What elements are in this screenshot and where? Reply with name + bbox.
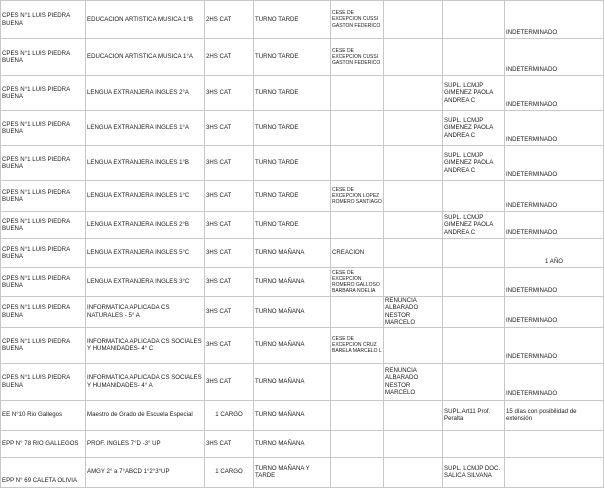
subject-cell: LENGUA EXTRANJERA INGLES 1°B xyxy=(86,146,205,181)
hours-cell: 3HS CAT xyxy=(205,181,254,212)
term-cell: INDETERMINADO xyxy=(505,268,604,297)
subject-cell: INFORMATICA APLICADA CS SOCIALES Y HUMANIDADES- 4° A xyxy=(86,363,205,400)
shift-cell: TURNO MAÑANA Y TARDE xyxy=(254,457,331,487)
hours-cell: 3HS CAT xyxy=(205,76,254,111)
hours-cell: 3HS CAT xyxy=(205,212,254,239)
reason-cell: CESE DE EXCEPCION LOPEZ ROMERO SANTIAGO xyxy=(331,181,384,212)
term-cell: INDETERMINADO xyxy=(505,76,604,111)
subject-cell: LENGUA EXTRANJERA INGLES 2°A xyxy=(86,76,205,111)
school-cell: CPES N°1 LUIS PIEDRA BUENA xyxy=(1,181,86,212)
hours-cell: 3HS CAT xyxy=(205,239,254,268)
table-row xyxy=(1,400,604,430)
subject-cell: INFORMATICA APLICADA CS NATURALES - 5° A xyxy=(86,297,205,328)
shift-cell: TURNO MAÑANA xyxy=(254,268,331,297)
shift-cell: TURNO TARDE xyxy=(254,212,331,239)
hours-cell: 3HS CAT xyxy=(205,111,254,146)
hours-cell: 3HS CAT xyxy=(205,363,254,400)
school-cell: EPP N° 78 RIO GALLEGOS xyxy=(1,430,86,457)
table-row xyxy=(1,297,604,328)
subject-cell: LENGUA EXTRANJERA INGLES 1°A xyxy=(86,111,205,146)
table-row xyxy=(1,39,604,76)
shift-cell: TURNO TARDE xyxy=(254,181,331,212)
term-cell: INDETERMINADO xyxy=(505,327,604,363)
replacement-cell: SUPL. LCMJP GIMENEZ PAOLA ANDREA C xyxy=(443,111,505,146)
term-cell xyxy=(505,430,604,457)
extra-cell xyxy=(384,430,443,457)
shift-cell: TURNO MAÑANA xyxy=(254,239,331,268)
shift-cell: TURNO TARDE xyxy=(254,146,331,181)
table-row xyxy=(1,268,604,297)
hours-cell: 3HS CAT xyxy=(205,430,254,457)
extra-cell xyxy=(384,212,443,239)
school-cell: CPES N°1 LUIS PIEDRA BUENA xyxy=(1,1,86,39)
school-cell: CPES N°1 LUIS PIEDRA BUENA xyxy=(1,111,86,146)
reason-cell: CESE DE EXCEPCION CRUZ BARELA MARCELO L xyxy=(331,327,384,363)
term-cell: INDETERMINADO xyxy=(505,181,604,212)
school-cell: CPES N°1 LUIS PIEDRA BUENA xyxy=(1,327,86,363)
subject-cell: PROF. INGLES 7°D -3° UP xyxy=(86,430,205,457)
replacement-cell xyxy=(443,327,505,363)
replacement-cell xyxy=(443,1,505,39)
replacement-cell xyxy=(443,39,505,76)
replacement-cell: SUPL. LCMJP GIMENEZ PAOLA ANDREA C xyxy=(443,212,505,239)
replacement-cell xyxy=(443,181,505,212)
term-cell: INDETERMINADO xyxy=(505,212,604,239)
subject-cell: LENGUA EXTRANJERA INGLES 5°C xyxy=(86,239,205,268)
reason-cell: CESE DE EXCEPCION CUSSI GASTON FEDERICO xyxy=(331,39,384,76)
term-cell: INDETERMINADO xyxy=(505,1,604,39)
shift-cell: TURNO MAÑANA xyxy=(254,297,331,328)
reason-cell: CREACION xyxy=(331,239,384,268)
replacement-cell xyxy=(443,239,505,268)
extra-cell xyxy=(384,327,443,363)
hours-cell: 3HS CAT xyxy=(205,268,254,297)
table-row xyxy=(1,457,604,487)
school-cell: CPES N°1 LUIS PIEDRA BUENA xyxy=(1,268,86,297)
term-cell xyxy=(505,457,604,487)
extra-cell xyxy=(384,111,443,146)
reason-cell: CESE DE EXCEPCION CUSSI GASTON FEDERICO xyxy=(331,1,384,39)
extra-cell xyxy=(384,181,443,212)
school-cell: EPP N° 69 CALETA OLIVIA xyxy=(1,457,86,487)
reason-cell xyxy=(331,363,384,400)
term-cell: INDETERMINADO xyxy=(505,39,604,76)
subject-cell: EDUCACION ARTISTICA MUSICA 1°A xyxy=(86,39,205,76)
subject-cell: LENGUA EXTRANJERA INGLES 1°C xyxy=(86,181,205,212)
extra-cell xyxy=(384,39,443,76)
replacement-cell: SUPL.Art11 Prof. Peralta xyxy=(443,400,505,430)
school-cell: CPES N°1 LUIS PIEDRA BUENA xyxy=(1,297,86,328)
table-row xyxy=(1,1,604,39)
shift-cell: TURNO MAÑANA xyxy=(254,400,331,430)
extra-cell xyxy=(384,268,443,297)
table-row xyxy=(1,76,604,111)
subject-cell: Maestro de Grado de Escuela Especial xyxy=(86,400,205,430)
reason-cell xyxy=(331,297,384,328)
shift-cell: TURNO TARDE xyxy=(254,111,331,146)
subject-cell: EDUCACION ARTISTICA MUSICA 1°B xyxy=(86,1,205,39)
table-row xyxy=(1,239,604,268)
replacement-cell xyxy=(443,430,505,457)
shift-cell: TURNO TARDE xyxy=(254,39,331,76)
replacement-cell: SUPL. LCMJP GIMENEZ PAOLA ANDREA C xyxy=(443,146,505,181)
school-cell: EE N°10 Rio Gallegos xyxy=(1,400,86,430)
reason-cell xyxy=(331,212,384,239)
table-row xyxy=(1,327,604,363)
table-row xyxy=(1,181,604,212)
term-cell: 1 AÑO xyxy=(505,239,604,268)
reason-cell xyxy=(331,146,384,181)
reason-cell xyxy=(331,111,384,146)
extra-cell: RENUNCIA ALBARADO NESTOR MARCELO xyxy=(384,297,443,328)
shift-cell: TURNO MAÑANA xyxy=(254,327,331,363)
extra-cell: RENUNCIA ALBARADO NESTOR MARCELO xyxy=(384,363,443,400)
term-cell: INDETERMINADO xyxy=(505,111,604,146)
reason-cell xyxy=(331,400,384,430)
term-cell: 15 días con posibilidad de extensión xyxy=(505,400,604,430)
term-cell: INDETERMINADO xyxy=(505,297,604,328)
reason-cell xyxy=(331,430,384,457)
replacement-cell: SUPL. LCMJP DOC. SALICA SILVANA xyxy=(443,457,505,487)
hours-cell: 3HS CAT xyxy=(205,327,254,363)
school-cell: CPES N°1 LUIS PIEDRA BUENA xyxy=(1,212,86,239)
hours-cell: 1 CARGO xyxy=(205,457,254,487)
replacement-cell xyxy=(443,297,505,328)
school-cell: CPES N°1 LUIS PIEDRA BUENA xyxy=(1,39,86,76)
term-cell: INDETERMINADO xyxy=(505,363,604,400)
subject-cell: LENGUA EXTRANJERA INGLES 2°B xyxy=(86,212,205,239)
shift-cell: TURNO TARDE xyxy=(254,1,331,39)
table-row xyxy=(1,212,604,239)
replacement-cell: SUPL. LCMJP GIMENEZ PAOLA ANDREA C xyxy=(443,76,505,111)
replacement-cell xyxy=(443,268,505,297)
hours-cell: 2HS CAT xyxy=(205,1,254,39)
school-cell: CPES N°1 LUIS PIEDRA BUENA xyxy=(1,76,86,111)
hours-cell: 3HS CAT xyxy=(205,297,254,328)
shift-cell: TURNO MAÑANA xyxy=(254,363,331,400)
hours-cell: 1 CARGO xyxy=(205,400,254,430)
subject-cell: AMGY 2° a 7°ABCD 1°2°3°UP xyxy=(86,457,205,487)
shift-cell: TURNO MAÑANA xyxy=(254,430,331,457)
extra-cell xyxy=(384,1,443,39)
table-row xyxy=(1,146,604,181)
reason-cell xyxy=(331,76,384,111)
extra-cell xyxy=(384,457,443,487)
table-row xyxy=(1,363,604,400)
table-row xyxy=(1,111,604,146)
school-cell: CPES N°1 LUIS PIEDRA BUENA xyxy=(1,146,86,181)
shift-cell: TURNO TARDE xyxy=(254,76,331,111)
hours-cell: 3HS CAT xyxy=(205,146,254,181)
extra-cell xyxy=(384,400,443,430)
hours-cell: 2HS CAT xyxy=(205,39,254,76)
extra-cell xyxy=(384,239,443,268)
subject-cell: LENGUA EXTRANJERA INGLES 3°C xyxy=(86,268,205,297)
subject-cell: INFORMATICA APLICADA CS SOCIALES Y HUMANIDADES- 4° C xyxy=(86,327,205,363)
table-row xyxy=(1,430,604,457)
school-cell: CPES N°1 LUIS PIEDRA BUENA xyxy=(1,239,86,268)
term-cell: INDETERMINADO xyxy=(505,146,604,181)
extra-cell xyxy=(384,146,443,181)
extra-cell xyxy=(384,76,443,111)
reason-cell: CESE DE EXCEPCION ROMERO GALLOSO BARBARA NOELIA xyxy=(331,268,384,297)
school-cell: CPES N°1 LUIS PIEDRA BUENA xyxy=(1,363,86,400)
replacement-cell xyxy=(443,363,505,400)
reason-cell xyxy=(331,457,384,487)
